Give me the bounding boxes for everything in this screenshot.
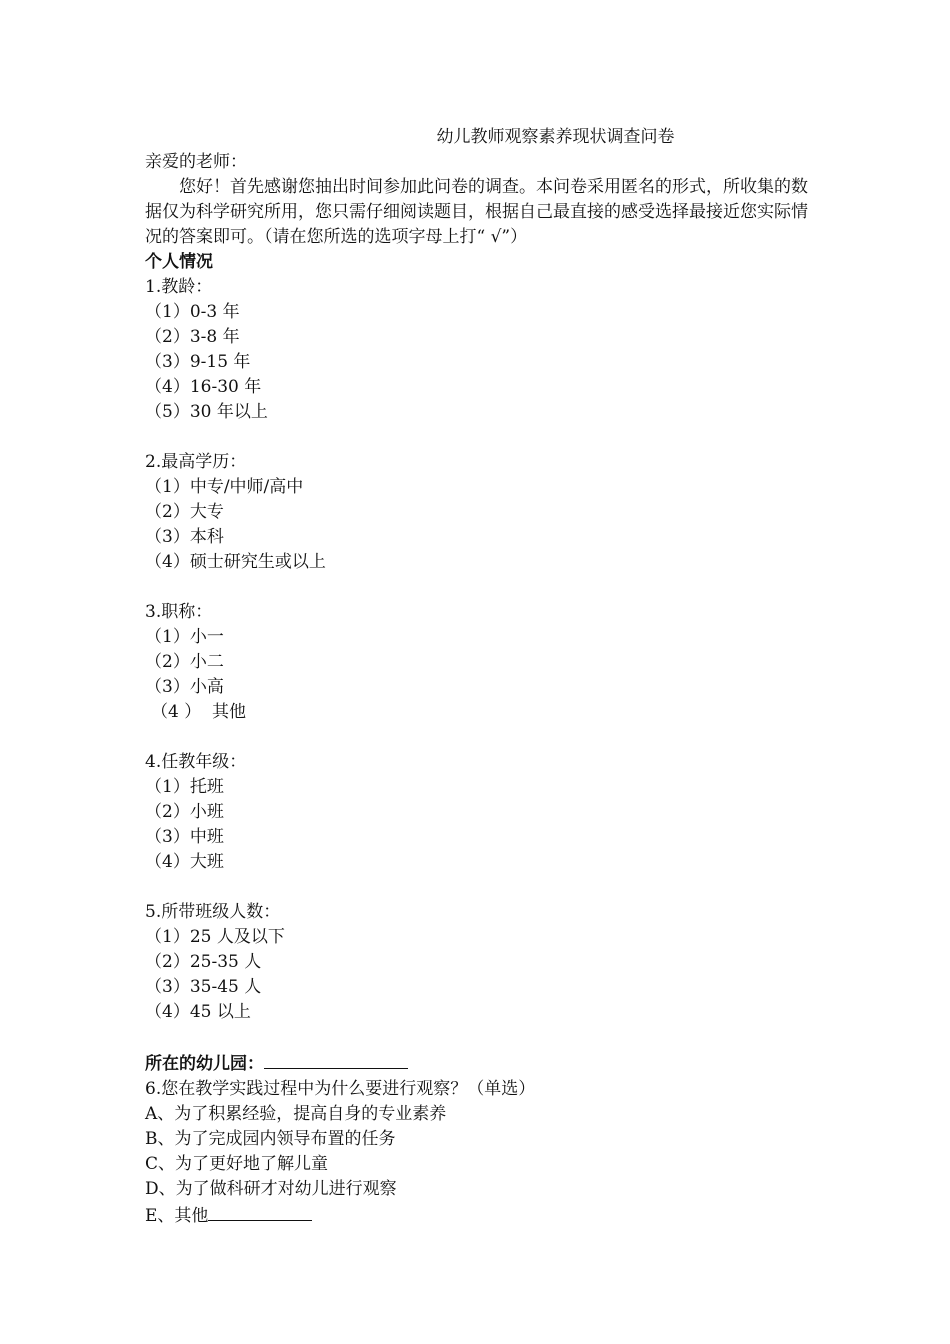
kindergarten-row — [145, 1050, 810, 1077]
question-1-option[interactable]: （3）9-15 年 — [145, 352, 251, 372]
question-5-label: 5.所带班级人数： — [145, 902, 281, 922]
document-title: 幼儿教师观察素养现状调查问卷 — [436, 127, 675, 147]
question-1-label: 1.教龄： — [145, 277, 213, 297]
question-1-option[interactable]: （4）16-30 年 — [145, 377, 262, 397]
question-6-other-row — [145, 1202, 810, 1229]
question-6-option[interactable]: D、为了做科研才对幼儿进行观察 — [145, 1179, 397, 1199]
question-6-other-label[interactable]: E、其他 — [145, 1206, 209, 1226]
question-3-option[interactable]: （4 ） 其他 — [151, 702, 247, 722]
question-4-option[interactable]: （2）小班 — [145, 802, 224, 822]
question-2-option[interactable]: （2）大专 — [145, 502, 224, 522]
question-3-label: 3.职称： — [145, 602, 213, 622]
question-2-option[interactable]: （3）本科 — [145, 527, 224, 547]
question-4-option[interactable]: （1）托班 — [145, 777, 224, 797]
greeting: 亲爱的老师： — [145, 152, 247, 172]
document-content — [145, 125, 810, 1229]
question-3-option[interactable]: （3）小高 — [145, 677, 224, 697]
question-2-option[interactable]: （1）中专/中师/高中 — [145, 477, 304, 497]
question-5-option[interactable]: （2）25-35 人 — [145, 952, 262, 972]
question-1-option[interactable]: （1）0-3 年 — [145, 302, 240, 322]
question-5-option[interactable]: （3）35-45 人 — [145, 977, 262, 997]
kindergarten-blank-line[interactable] — [264, 1050, 408, 1069]
question-6-option[interactable]: A、为了积累经验，提高自身的专业素养 — [145, 1104, 447, 1124]
question-6-option[interactable]: B、为了完成园内领导布置的任务 — [145, 1129, 396, 1149]
question-6-label: 6.您在教学实践过程中为什么要进行观察？（单选） — [145, 1079, 536, 1099]
question-5-option[interactable]: （1）25 人及以下 — [145, 927, 285, 947]
spacer — [145, 575, 810, 600]
spacer — [145, 875, 810, 900]
question-4-option[interactable]: （3）中班 — [145, 827, 224, 847]
question-6-option[interactable]: C、为了更好地了解儿童 — [145, 1154, 329, 1174]
question-2-label: 2.最高学历： — [145, 452, 247, 472]
intro-paragraph: 您好！首先感谢您抽出时间参加此问卷的调查。本问卷采用匿名的形式，所收集的数据仅为科学研究所用，您只需仔细阅读题目，根据自己最直接的感受选择最接近您实际情况的答案即可。（请在您所选的选项字母上打“ √”） — [145, 177, 808, 247]
question-1-option[interactable]: （5）30 年以上 — [145, 402, 268, 422]
question-2-option[interactable]: （4）硕士研究生或以上 — [145, 552, 326, 572]
question-4-option[interactable]: （4）大班 — [145, 852, 224, 872]
question-1-option[interactable]: （2）3-8 年 — [145, 327, 240, 347]
spacer — [145, 1025, 810, 1050]
kindergarten-label: 所在的幼儿园： — [145, 1054, 264, 1074]
section-personal-heading: 个人情况 — [145, 252, 213, 272]
spacer — [145, 725, 810, 750]
question-5-option[interactable]: （4）45 以上 — [145, 1002, 251, 1022]
question-3-option[interactable]: （2）小二 — [145, 652, 224, 672]
question-6-other-blank-line[interactable] — [208, 1202, 312, 1221]
question-3-option[interactable]: （1）小一 — [145, 627, 224, 647]
spacer — [145, 425, 810, 450]
question-4-label: 4.任教年级： — [145, 752, 247, 772]
